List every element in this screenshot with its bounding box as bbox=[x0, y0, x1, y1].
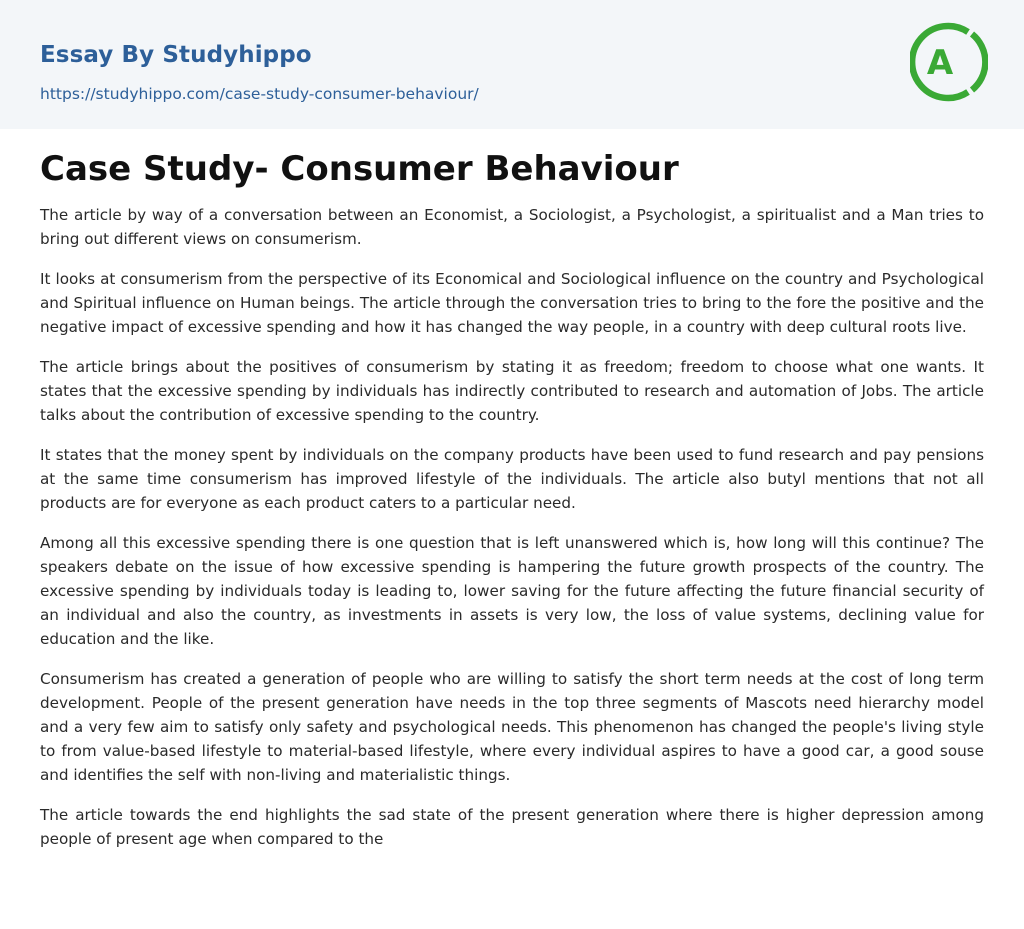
logo-letter: A bbox=[926, 43, 954, 83]
source-url-link[interactable]: https://studyhippo.com/case-study-consumer-behaviour/ bbox=[40, 85, 479, 103]
paragraph: Among all this excessive spending there is one question that is left unanswered which is, how long will this continue? The speakers debate on the issue of how excessive spending is hampering the future growth prospects of the country. The excessive spending by individuals today is leading to, lower saving for the future affecting the future financial security of an individual and also the country, as investments in assets is very low, the loss of value systems, declining value for education and the like. bbox=[40, 534, 984, 648]
page-title: Case Study- Consumer Behaviour bbox=[40, 149, 679, 189]
site-header bbox=[0, 0, 1024, 129]
paragraph: It states that the money spent by individuals on the company products have been used to fund research and pay pensions at the same time consumerism has improved lifestyle of the individuals. The article also butyl mentions that not all products are for everyone as each product caters to a particular need. bbox=[40, 446, 984, 512]
paragraph: It looks at consumerism from the perspective of its Economical and Sociological influence on the country and Psychological and Spiritual influence on Human beings. The article through the conversation tries to bring to the fore the positive and the negative impact of excessive spending and how it has changed the way people, in a country with deep cultural roots live. bbox=[40, 270, 984, 336]
studyhippo-logo-icon[interactable] bbox=[910, 18, 988, 106]
article-body bbox=[0, 129, 1024, 851]
paragraph: The article by way of a conversation between an Economist, a Sociologist, a Psychologist, a spiritualist and a Man tries to bring out different views on consumerism. bbox=[40, 206, 984, 248]
paragraph: The article towards the end highlights the sad state of the present generation where there is higher depression among people of present age when compared to the bbox=[40, 806, 984, 848]
brand-title: Essay By Studyhippo bbox=[40, 42, 312, 68]
paragraph: Consumerism has created a generation of people who are willing to satisfy the short term needs at the cost of long term development. People of the present generation have needs in the top three segments of Mascots need hierarchy model and a very few aim to satisfy only safety and psychological needs. This phenomenon has changed the people's living style to from value-based lifestyle to material-based lifestyle, where every individual aspires to have a good car, a good souse and identifies the self with non-living and materialistic things. bbox=[40, 670, 984, 784]
paragraph: The article brings about the positives of consumerism by stating it as freedom; freedom to choose what one wants. It states that the excessive spending by individuals has indirectly contributed to research and automation of Jobs. The article talks about the contribution of excessive spending to the country. bbox=[40, 358, 984, 424]
